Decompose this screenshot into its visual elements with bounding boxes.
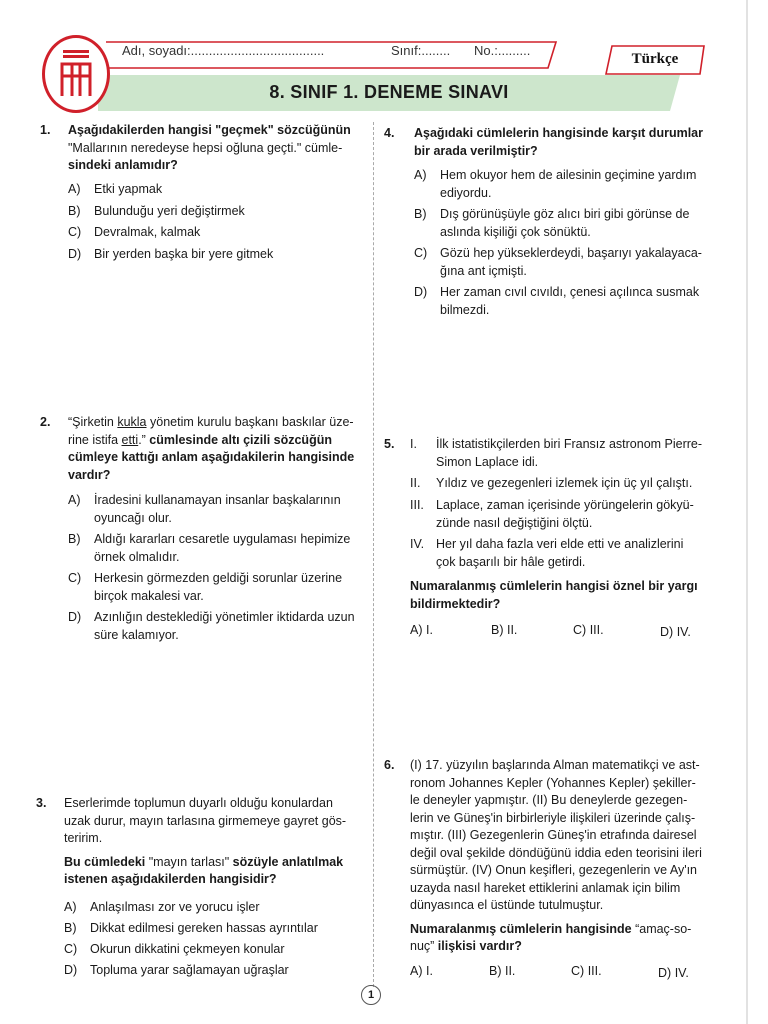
question-number: 1. — [40, 123, 51, 137]
answer-option[interactable]: D) IV. — [658, 966, 689, 980]
subject-badge — [604, 44, 706, 74]
name-field[interactable]: Adı, soyadı:..................................... — [122, 43, 325, 58]
underlined-word: kukla — [117, 415, 147, 429]
question-stem-line: Aşağıdaki cümlelerin hangisinde karşıt durumlar — [414, 126, 703, 140]
title-banner — [98, 72, 680, 113]
question-stem-line: istenen aşağıdakilerden hangisidir? — [64, 872, 277, 886]
logo-mark-icon — [59, 48, 93, 98]
column-divider — [373, 122, 374, 987]
passage-line: uzak durur, mayın tarlasına girmemeye gayret gös- — [64, 813, 347, 828]
answer-option[interactable]: D) IV. — [660, 625, 691, 639]
question-stem-line: cümleye kattığı anlam aşağıdakilerin hangisinde — [68, 450, 355, 464]
ata-logo — [42, 35, 110, 113]
subject-label: Türkçe — [631, 51, 679, 67]
question-stem-line: nuç” ilişkisi vardır? — [410, 939, 522, 953]
question-stem-line: “Şirketin kukla yönetim kurulu başkanı baskılar üze- — [68, 415, 354, 429]
question-stem-line: Aşağıdakilerden hangisi "geçmek" sözcüğünün — [68, 123, 351, 137]
question-stem: Numaralanmış cümlelerin hangisi öznel bir yargı bildirmektedir? — [410, 579, 698, 611]
answer-option[interactable]: A) I. — [410, 964, 433, 978]
passage-line: mıştır. (III) Gezegenlerin Güneş'in etrafında dairesel — [410, 828, 697, 842]
question-stem-line: vardır? — [68, 467, 111, 482]
answer-option[interactable]: C) III. — [571, 964, 602, 978]
passage-line: uzayda nasıl hareket ettiklerini anlamak için bilim — [410, 880, 681, 895]
question-stem-line: sindeki anlamıdır? — [68, 158, 178, 172]
passage-line: le deneyler yapmıştır. (II) Bu deneylerde gezegen- — [410, 793, 688, 807]
page-edge-rule — [746, 0, 748, 1024]
passage-line: dünyasınca el üstünde tutulmuştur. — [410, 898, 604, 912]
passage-line: lerin ve Güneş'in birbirleriyle ilişkileri üzerinde çalış- — [410, 810, 696, 825]
question-number: 2. — [40, 415, 51, 429]
question-stem-line: Bu cümledeki "mayın tarlası" sözüyle anlatılmak — [64, 854, 344, 869]
answer-option[interactable]: B) II. — [489, 964, 516, 978]
answer-option[interactable]: C) III. — [573, 623, 604, 637]
passage-line: değil oval şekilde döndüğünü iddia eden teorisini ileri — [410, 845, 702, 860]
question-number: 6. — [384, 758, 395, 772]
question-stem-line: bir arada verilmiştir? — [414, 143, 538, 158]
passage-line: sürmüştür. (IV) Onun keşifleri, gezegenlerin ve Ay'ın — [410, 863, 698, 877]
passage-line: Eserlerimde toplumun duyarlı olduğu konulardan — [64, 796, 333, 810]
number-field[interactable]: No.:......... — [474, 43, 531, 58]
passage-line: ronom Johannes Kepler (Yohannes Kepler) şekiller- — [410, 775, 696, 790]
passage-line: (I) 17. yüzyılın başlarında Alman matematikçi ve ast- — [410, 758, 700, 772]
question-number: 4. — [384, 126, 395, 140]
underlined-word: etti — [121, 432, 139, 447]
page-title: 8. SINIF 1. DENEME SINAVI — [269, 82, 509, 102]
question-stem-line: "Mallarının neredeyse hepsi oğluna geçti." cümle- — [68, 140, 343, 155]
question-stem-line: Numaralanmış cümlelerin hangisinde “amaç-so- — [410, 921, 692, 936]
question-number: 3. — [36, 796, 47, 810]
question-stem-line: rine istifa etti.” cümlesinde altı çizili sözcüğün — [68, 432, 332, 447]
passage-line: teririm. — [64, 831, 103, 845]
answer-option[interactable]: B) II. — [491, 623, 518, 637]
student-info-box — [104, 38, 560, 68]
page-number: 1 — [361, 985, 381, 1005]
answer-option[interactable]: A) I. — [410, 623, 433, 637]
question-number: 5. — [384, 437, 395, 451]
class-field[interactable]: Sınıf:........ — [391, 43, 451, 58]
